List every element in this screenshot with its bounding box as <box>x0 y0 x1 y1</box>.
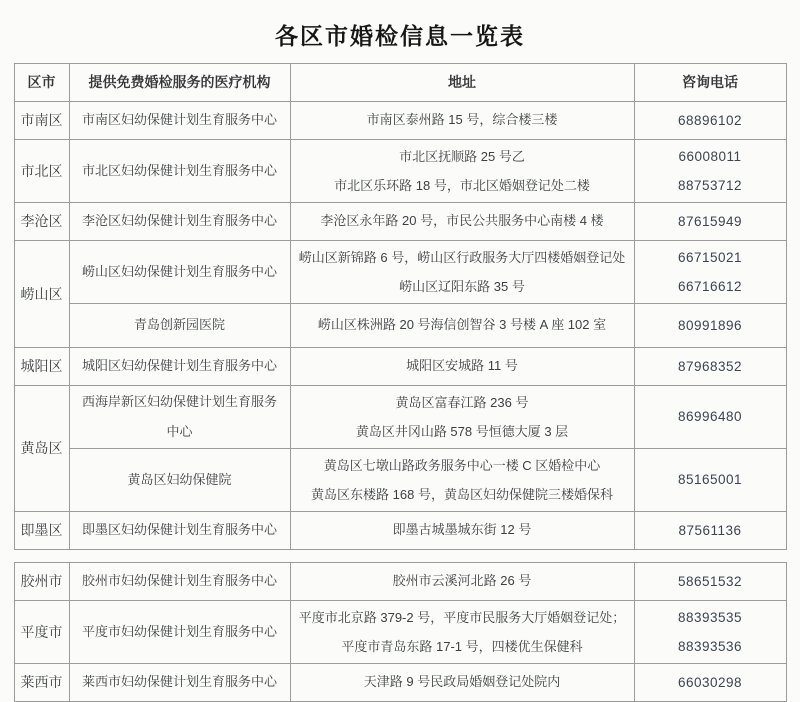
phone-line: 88753712 <box>677 178 743 193</box>
header-row <box>14 64 786 102</box>
institution-cell: 城阳区妇幼保健计划生育服务中心 <box>69 348 290 386</box>
district-cell: 崂山区 <box>14 241 69 348</box>
phone-line: 88393535 <box>677 610 743 625</box>
phone-line: 66008011 <box>678 149 742 164</box>
address-cell <box>290 241 634 304</box>
district-cell: 平度市 <box>14 601 69 664</box>
page-title: 各区市婚检信息一览表 <box>275 24 525 49</box>
table-row <box>14 203 786 241</box>
institution-cell: 胶州市妇幼保健计划生育服务中心 <box>69 563 290 601</box>
address-line: 黄岛区东楼路 168 号，黄岛区妇幼保健院三楼婚保科 <box>311 487 613 502</box>
table-row <box>14 664 786 702</box>
address-line: 市北区抚顺路 25 号乙 <box>399 149 525 164</box>
table-row <box>14 449 786 512</box>
table-row <box>14 512 786 550</box>
header-institution: 提供免费婚检服务的医疗机构 <box>69 64 290 102</box>
phone-cell: 68896102 <box>634 102 786 140</box>
district-cell: 李沧区 <box>14 203 69 241</box>
table-row <box>14 563 786 601</box>
address-cell: 市南区泰州路 15 号，综合楼三楼 <box>290 102 634 140</box>
institution-cell: 黄岛区妇幼保健院 <box>69 449 290 512</box>
table-row <box>14 102 786 140</box>
district-cell: 莱西市 <box>14 664 69 702</box>
phone-cell <box>634 241 786 304</box>
table-row <box>14 601 786 664</box>
address-cell <box>290 386 634 449</box>
header-phone: 咨询电话 <box>634 64 786 102</box>
address-cell: 即墨古城墨城东街 12 号 <box>290 512 634 550</box>
address-line: 黄岛区井冈山路 578 号恒德大厦 3 层 <box>355 424 569 439</box>
table-row <box>14 241 786 304</box>
phone-cell <box>634 601 786 664</box>
district-cell: 黄岛区 <box>14 386 69 512</box>
address-line: 黄岛区七墩山路政务服务中心一楼 C 区婚检中心 <box>323 458 601 473</box>
phone-cell: 87561136 <box>634 512 786 550</box>
address-cell: 天津路 9 号民政局婚姻登记处院内 <box>290 664 634 702</box>
phone-cell <box>634 140 786 203</box>
address-cell: 崂山区株洲路 20 号海信创智谷 3 号楼 A 座 102 室 <box>290 304 634 348</box>
phone-cell: 87615949 <box>634 203 786 241</box>
marriage-check-table-cities <box>14 562 787 702</box>
table-row <box>14 140 786 203</box>
institution-cell: 平度市妇幼保健计划生育服务中心 <box>69 601 290 664</box>
institution-cell: 市南区妇幼保健计划生育服务中心 <box>69 102 290 140</box>
header-address: 地址 <box>290 64 634 102</box>
address-cell <box>290 140 634 203</box>
district-cell: 胶州市 <box>14 563 69 601</box>
institution-cell: 崂山区妇幼保健计划生育服务中心 <box>69 241 290 304</box>
table-row <box>14 304 786 348</box>
phone-cell: 66030298 <box>634 664 786 702</box>
district-cell: 城阳区 <box>14 348 69 386</box>
phone-line: 66716612 <box>677 279 743 294</box>
district-cell: 市南区 <box>14 102 69 140</box>
phone-cell: 80991896 <box>634 304 786 348</box>
table-row <box>14 348 786 386</box>
institution-cell: 青岛创新园医院 <box>69 304 290 348</box>
institution-cell: 即墨区妇幼保健计划生育服务中心 <box>69 512 290 550</box>
phone-line: 88393536 <box>677 639 743 654</box>
institution-cell: 李沧区妇幼保健计划生育服务中心 <box>69 203 290 241</box>
institution-cell: 市北区妇幼保健计划生育服务中心 <box>69 140 290 203</box>
district-cell: 市北区 <box>14 140 69 203</box>
address-line: 黄岛区富春江路 236 号 <box>395 395 529 410</box>
address-cell <box>290 601 634 664</box>
address-cell: 胶州市云溪河北路 26 号 <box>290 563 634 601</box>
phone-cell: 85165001 <box>634 449 786 512</box>
phone-cell: 87968352 <box>634 348 786 386</box>
institution-cell: 西海岸新区妇幼保健计划生育服务中心 <box>69 386 290 449</box>
address-cell: 李沧区永年路 20 号，市民公共服务中心南楼 4 楼 <box>290 203 634 241</box>
address-line: 市北区乐环路 18 号，市北区婚姻登记处二楼 <box>334 178 590 193</box>
header-district: 区市 <box>14 64 69 102</box>
address-line: 平度市北京路 379-2 号，平度市民服务大厅婚姻登记处； <box>298 610 626 625</box>
district-cell: 即墨区 <box>14 512 69 550</box>
address-cell: 城阳区安城路 11 号 <box>290 348 634 386</box>
address-cell <box>290 449 634 512</box>
phone-line: 66715021 <box>677 250 743 265</box>
marriage-check-table-districts <box>14 63 787 550</box>
address-line: 平度市青岛东路 17-1 号，四楼优生保健科 <box>341 639 583 654</box>
phone-cell: 58651532 <box>634 563 786 601</box>
phone-cell: 86996480 <box>634 386 786 449</box>
address-line: 崂山区辽阳东路 35 号 <box>399 279 525 294</box>
institution-cell: 莱西市妇幼保健计划生育服务中心 <box>69 664 290 702</box>
table-row <box>14 386 786 449</box>
address-line: 崂山区新锦路 6 号，崂山区行政服务大厅四楼婚姻登记处 <box>298 250 626 265</box>
